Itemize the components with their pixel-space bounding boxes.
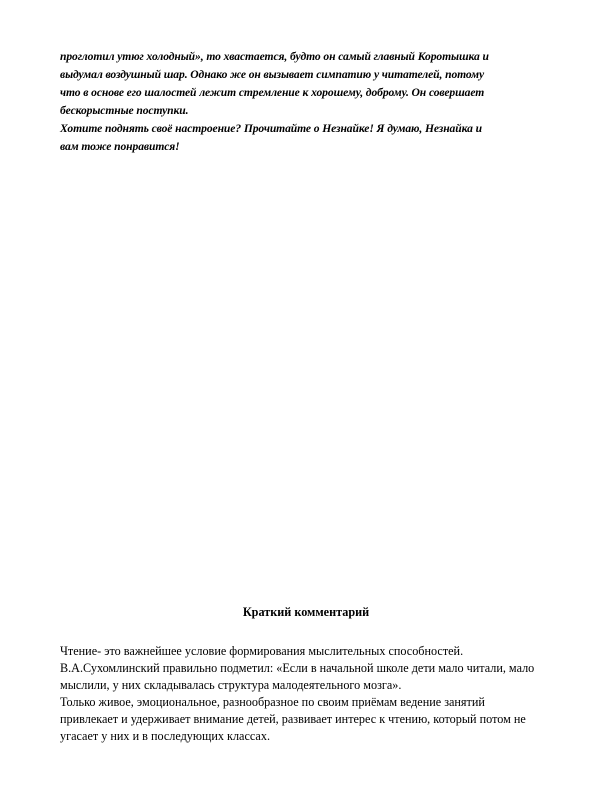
paragraph-line: что в основе его шалостей лежит стремление к хорошему, доброму. Он совершает: [60, 86, 485, 99]
paragraph-line: привлекает и удерживает внимание детей, развивает интерес к чтению, который потом не: [60, 712, 526, 726]
paragraph-line: мыслили, у них складывалась структура малодеятельного мозга».: [60, 678, 402, 692]
paragraph-line: угасает у них и в последующих классах.: [60, 729, 270, 743]
paragraph-line: бескорыстные поступки.: [60, 104, 189, 117]
paragraph-line: Хотите поднять своё настроение? Прочитайте о Незнайке! Я думаю, Незнайка и: [60, 122, 482, 135]
section-heading: Краткий комментарий: [242, 605, 370, 619]
paragraph-line: Только живое, эмоциональное, разнообразное по своим приёмам ведение занятий: [60, 695, 485, 709]
paragraph-line: В.А.Сухомлинский правильно подметил: «Если в начальной школе дети мало читали, мало: [60, 661, 535, 675]
paragraph-line: вам тоже понравится!: [60, 140, 180, 153]
paragraph-line: Чтение- это важнейшее условие формирования мыслительных способностей.: [60, 644, 464, 658]
paragraph-line: проглотил утюг холодный», то хвастается, будто он самый главный Коротышка и: [60, 50, 489, 63]
paragraph-line: выдумал воздушный шар. Однако же он вызывает симпатию у читателей, потому: [60, 68, 485, 81]
